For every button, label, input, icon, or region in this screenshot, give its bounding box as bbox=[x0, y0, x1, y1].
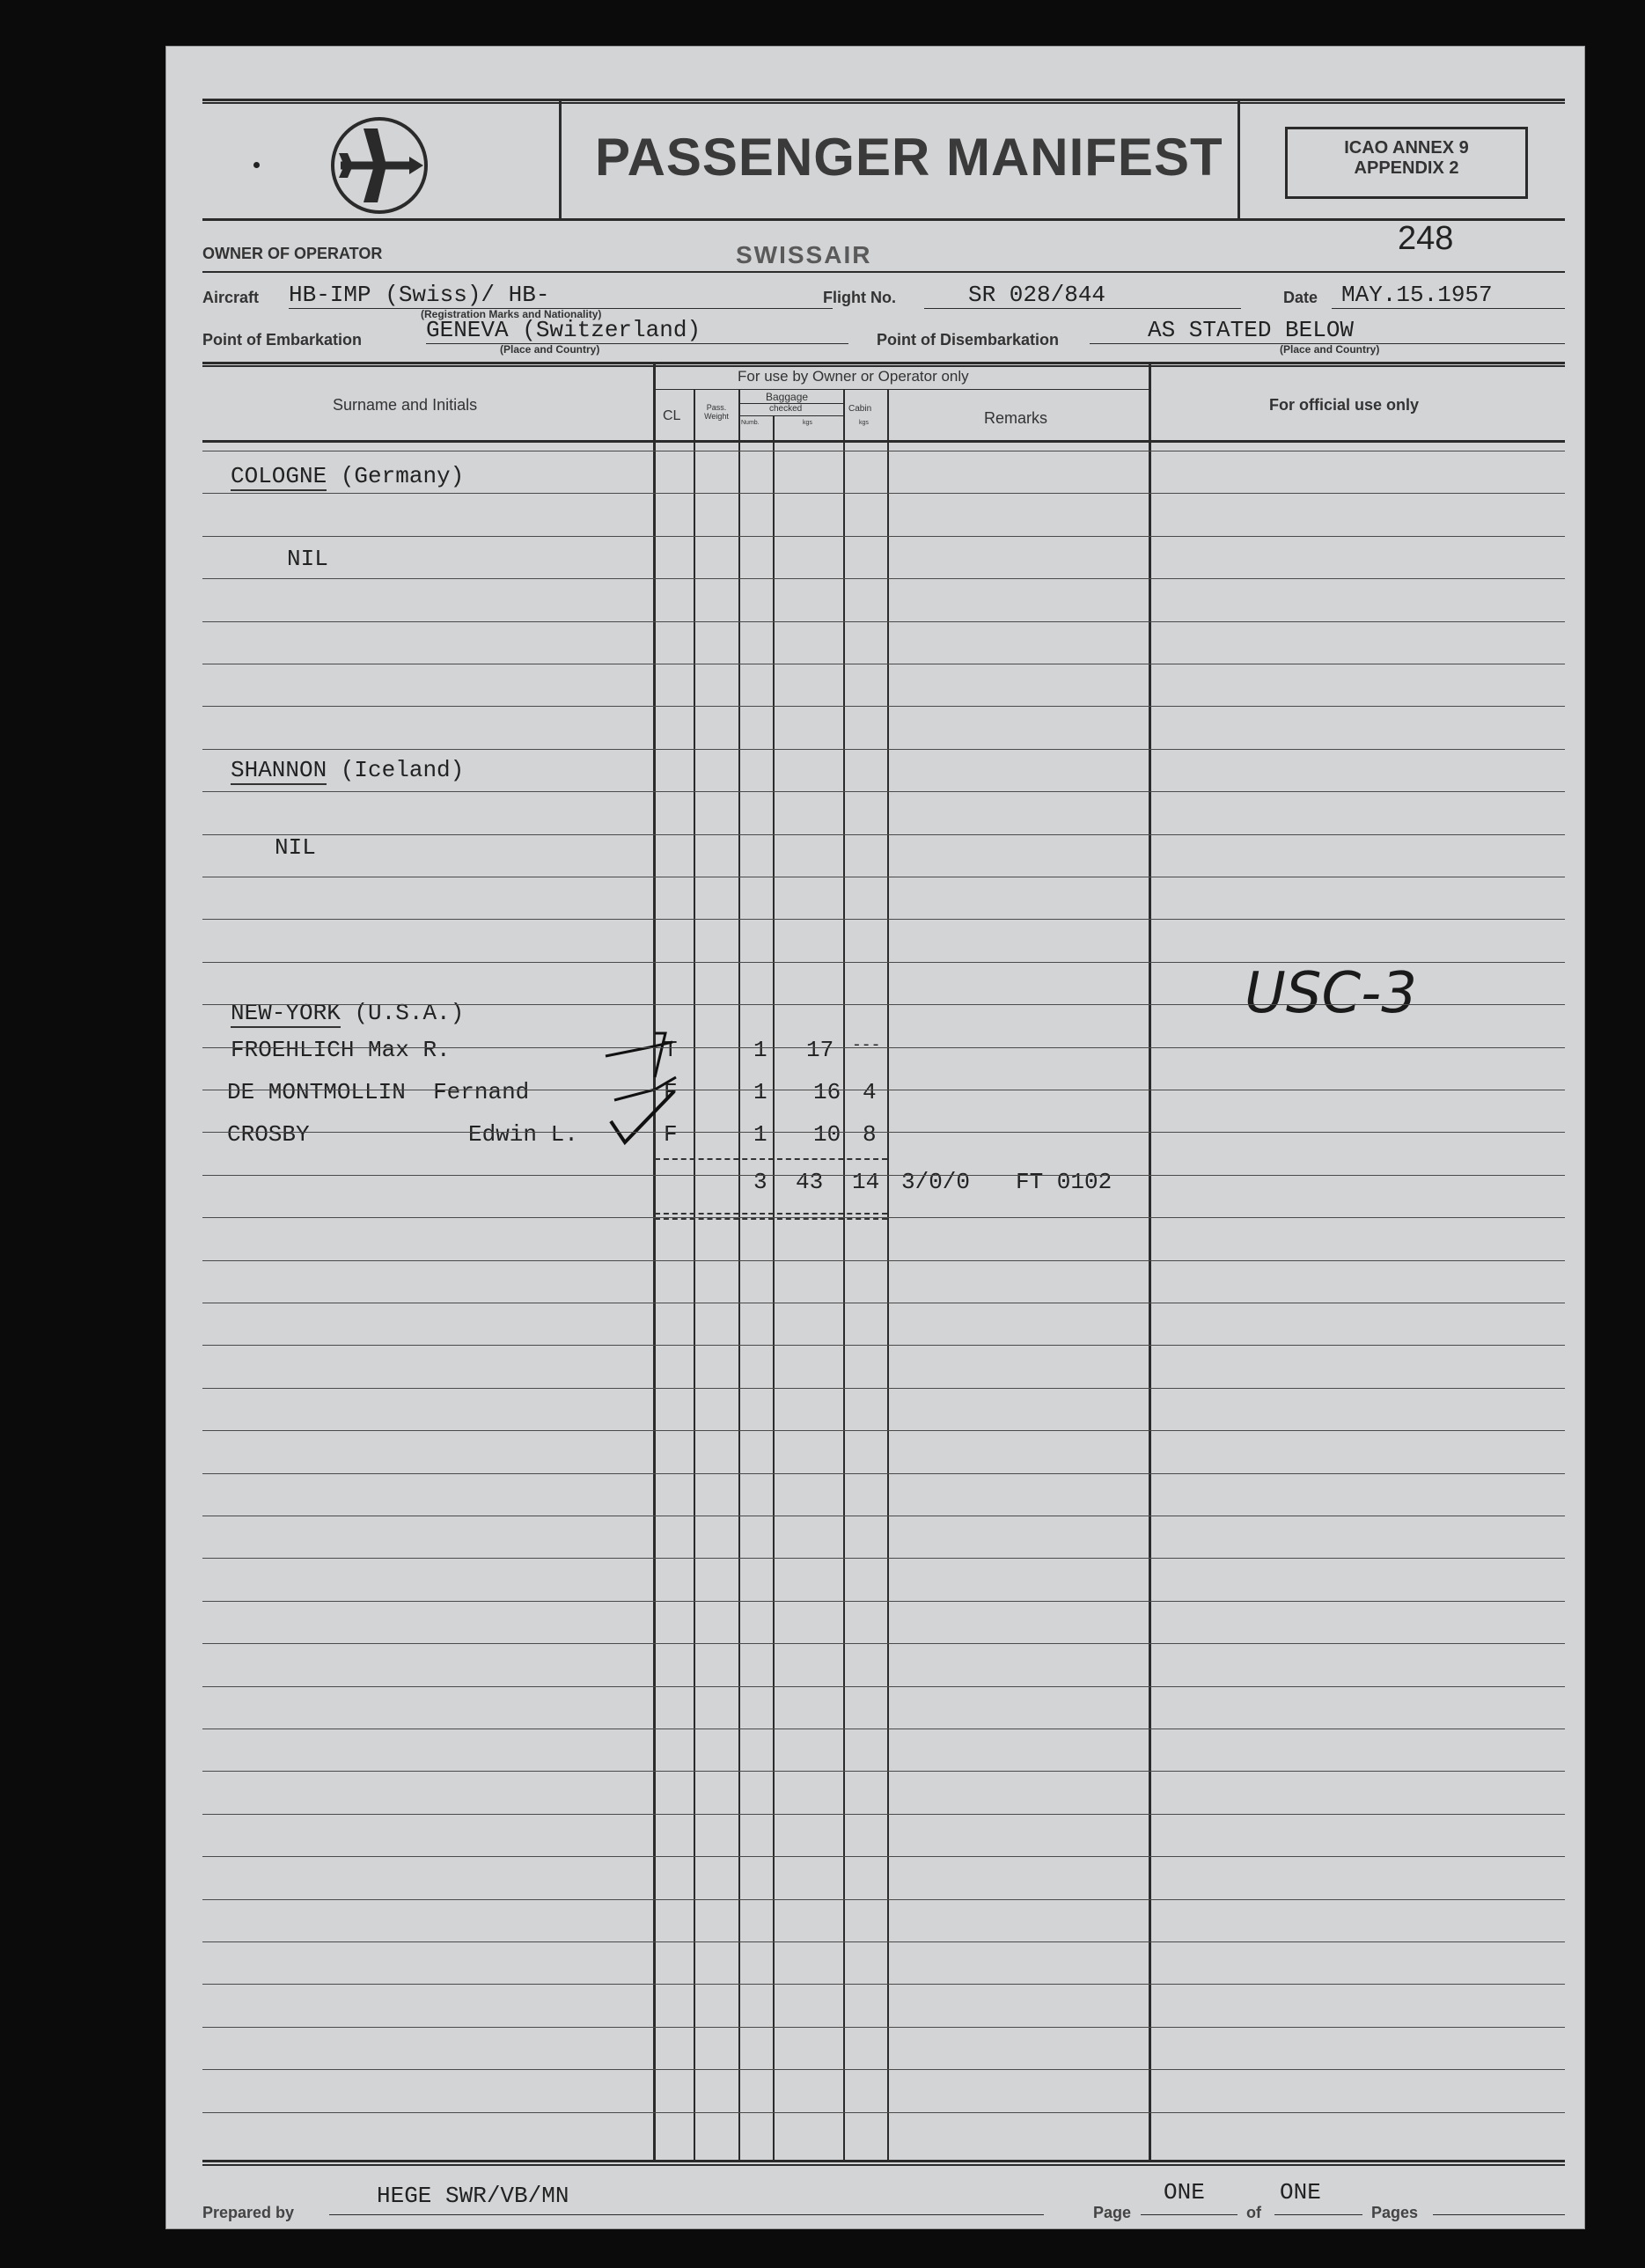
col-header-remarks: Remarks bbox=[984, 409, 1048, 427]
section-destination: SHANNON bbox=[231, 757, 327, 783]
col-header-official: For official use only bbox=[1269, 396, 1420, 414]
totals-double-rule-2 bbox=[655, 1218, 887, 1220]
row-rule bbox=[202, 2069, 1565, 2070]
row-rule bbox=[202, 962, 1565, 963]
row-rule bbox=[202, 834, 1565, 835]
airplane-logo-icon bbox=[328, 114, 430, 217]
page-value: ONE bbox=[1164, 2179, 1205, 2206]
embarkation-underline bbox=[426, 343, 848, 344]
passenger-cl: F bbox=[664, 1121, 678, 1148]
col-line-kgs bbox=[773, 415, 775, 2160]
punch-dot bbox=[253, 162, 260, 168]
disembarkation-label: Point of Disembarkation bbox=[877, 331, 1060, 349]
of-value: ONE bbox=[1280, 2179, 1321, 2206]
row-rule bbox=[202, 791, 1565, 792]
header-divider-1 bbox=[559, 100, 562, 218]
sheet-number: 248 bbox=[1398, 220, 1454, 257]
disembarkation-value: AS STATED BELOW bbox=[1148, 317, 1355, 343]
col-header-baggage: Baggage bbox=[766, 391, 809, 403]
col-header-kgs: kgs bbox=[803, 420, 812, 426]
row-rule bbox=[202, 1345, 1565, 1346]
passenger-given: Max R. bbox=[368, 1037, 451, 1063]
row-rule bbox=[202, 706, 1565, 707]
date-underline bbox=[1332, 308, 1565, 309]
passenger-name bbox=[227, 1121, 310, 1148]
passenger-cabin: 4 bbox=[863, 1079, 877, 1105]
aircraft-label: Aircraft bbox=[202, 289, 260, 306]
row-rule bbox=[202, 1004, 1565, 1005]
passenger-name bbox=[231, 1037, 451, 1063]
section-nil: NIL bbox=[275, 834, 316, 861]
passenger-cl: T bbox=[664, 1037, 678, 1063]
passenger-cabin: --- bbox=[852, 1037, 881, 1054]
col-header-numb: Numb. bbox=[741, 420, 760, 426]
section-country: (U.S.A.) bbox=[354, 1000, 465, 1026]
total-cabin: 14 bbox=[852, 1169, 880, 1195]
pages-label: Pages bbox=[1371, 2204, 1419, 2221]
row-rule bbox=[202, 1643, 1565, 1644]
row-rule bbox=[202, 1260, 1565, 1261]
header-sub-rule bbox=[655, 389, 1149, 390]
prepared-value: HEGE SWR/VB/MN bbox=[377, 2183, 569, 2209]
col-line-cabin bbox=[843, 389, 845, 2160]
header-bottom-rule bbox=[202, 218, 1565, 221]
col-line-remarks bbox=[887, 389, 889, 2160]
section-destination: NEW-YORK bbox=[231, 1000, 341, 1026]
row-rule bbox=[202, 493, 1565, 494]
place-country-note: (Place and Country) bbox=[500, 343, 600, 356]
header-divider-2 bbox=[1237, 100, 1240, 218]
passenger-given: Fernand bbox=[433, 1079, 530, 1105]
passenger-cl: F bbox=[664, 1079, 678, 1105]
header-bottom-table-rule bbox=[202, 440, 1565, 443]
passenger-kgs: 17 bbox=[806, 1037, 834, 1063]
passenger-given: Edwin L. bbox=[468, 1121, 578, 1148]
row-rule bbox=[202, 2027, 1565, 2028]
row-rule bbox=[202, 1984, 1565, 1985]
row-rule bbox=[202, 536, 1565, 537]
row-rule bbox=[202, 1132, 1565, 1133]
page-title: PASSENGER MANIFEST bbox=[595, 128, 1223, 187]
col-header-cabin: Cabin bbox=[848, 404, 872, 414]
owner-label: OWNER OF OPERATOR bbox=[202, 245, 383, 262]
embarkation-label: Point of Embarkation bbox=[202, 331, 363, 349]
row-rule bbox=[202, 1856, 1565, 1857]
handwritten-annotation: USC-3 bbox=[1245, 961, 1417, 1026]
check-mark-icon bbox=[604, 1024, 683, 1148]
col-header-checked: checked bbox=[769, 404, 803, 414]
passenger-kgs: 16 bbox=[813, 1079, 841, 1105]
header-top-rule-2 bbox=[202, 102, 1565, 104]
embarkation-value: GENEVA (Switzerland) bbox=[426, 317, 701, 343]
col-line-cl bbox=[653, 364, 656, 2160]
col-header-cabin-kgs: kgs bbox=[859, 420, 869, 426]
passenger-numb: 1 bbox=[753, 1079, 767, 1105]
owner-rule bbox=[202, 271, 1565, 273]
row-rule bbox=[202, 749, 1565, 750]
pages-underline bbox=[1433, 2214, 1565, 2215]
table-top-rule bbox=[202, 362, 1565, 364]
row-rule bbox=[202, 621, 1565, 622]
prepared-underline bbox=[329, 2214, 1044, 2215]
row-rule bbox=[202, 1217, 1565, 1218]
col-line-numb bbox=[738, 389, 740, 2160]
passenger-name bbox=[227, 1079, 529, 1105]
total-remarks-2: FT 0102 bbox=[1016, 1169, 1113, 1195]
of-label: of bbox=[1246, 2204, 1261, 2221]
header-top-rule bbox=[202, 99, 1565, 101]
passenger-kgs: 10 bbox=[813, 1121, 841, 1148]
date-value: MAY.15.1957 bbox=[1341, 282, 1493, 308]
row-rule bbox=[202, 1941, 1565, 1942]
row-rule bbox=[202, 578, 1565, 579]
passenger-surname: CROSBY bbox=[227, 1121, 310, 1148]
row-rule bbox=[202, 1430, 1565, 1431]
place-country-note-2: (Place and Country) bbox=[1280, 343, 1380, 356]
row-rule bbox=[202, 1814, 1565, 1815]
section-nil: NIL bbox=[287, 546, 328, 572]
flight-value: SR 028/844 bbox=[968, 282, 1106, 308]
table-top-rule-2 bbox=[202, 365, 1565, 367]
row-rule bbox=[202, 1558, 1565, 1559]
table-bottom-rule-2 bbox=[202, 2164, 1565, 2166]
section-country: (Germany) bbox=[340, 463, 465, 489]
prepared-label: Prepared by bbox=[202, 2204, 295, 2221]
row-rule bbox=[202, 1175, 1565, 1176]
passenger-cabin: 8 bbox=[863, 1121, 877, 1148]
page-label: Page bbox=[1093, 2204, 1132, 2221]
checked-sub-rule bbox=[738, 415, 843, 416]
col-header-pass-weight: Pass. Weight bbox=[704, 403, 729, 421]
aircraft-value: HB-IMP (Swiss)/ HB- bbox=[289, 282, 550, 308]
table-bottom-rule bbox=[202, 2160, 1565, 2162]
flight-underline bbox=[924, 308, 1241, 309]
owner-value: SWISSAIR bbox=[736, 241, 872, 268]
page-underline bbox=[1141, 2214, 1237, 2215]
col-line-official bbox=[1149, 364, 1151, 2160]
section-destination: COLOGNE bbox=[231, 463, 327, 489]
date-label: Date bbox=[1283, 289, 1318, 306]
flight-label: Flight No. bbox=[823, 289, 896, 306]
row-rule bbox=[202, 919, 1565, 920]
col-header-owner-only: For use by Owner or Operator only bbox=[738, 368, 969, 385]
col-line-weight bbox=[694, 389, 695, 2160]
col-header-surname: Surname and Initials bbox=[333, 396, 478, 414]
row-rule bbox=[202, 1771, 1565, 1772]
passenger-numb: 1 bbox=[753, 1037, 767, 1063]
section-cologne bbox=[231, 463, 464, 489]
totals-rule bbox=[655, 1158, 887, 1160]
annex-line1: ICAO ANNEX 9 bbox=[1344, 138, 1469, 158]
total-numb: 3 bbox=[753, 1169, 767, 1195]
annex-box bbox=[1285, 127, 1528, 199]
row-rule bbox=[202, 2112, 1565, 2113]
registration-note: (Registration Marks and Nationality) bbox=[421, 308, 602, 320]
row-rule bbox=[202, 1047, 1565, 1048]
annex-line2: APPENDIX 2 bbox=[1354, 158, 1459, 178]
row-rule bbox=[202, 1473, 1565, 1474]
of-underline bbox=[1274, 2214, 1362, 2215]
section-shannon bbox=[231, 757, 464, 783]
col-header-cl: CL bbox=[663, 408, 681, 423]
totals-double-rule bbox=[655, 1213, 887, 1215]
section-country: (Iceland) bbox=[340, 757, 465, 783]
passenger-surname: FROEHLICH bbox=[231, 1037, 355, 1063]
row-rule bbox=[202, 1899, 1565, 1900]
passenger-numb: 1 bbox=[753, 1121, 767, 1148]
total-kgs: 43 bbox=[796, 1169, 824, 1195]
passenger-surname: DE MONTMOLLIN bbox=[227, 1079, 406, 1105]
row-rule bbox=[202, 1686, 1565, 1687]
row-rule bbox=[202, 1388, 1565, 1389]
manifest-sheet bbox=[165, 46, 1585, 2229]
row-rule bbox=[202, 1601, 1565, 1602]
total-remarks: 3/0/0 bbox=[901, 1169, 971, 1195]
